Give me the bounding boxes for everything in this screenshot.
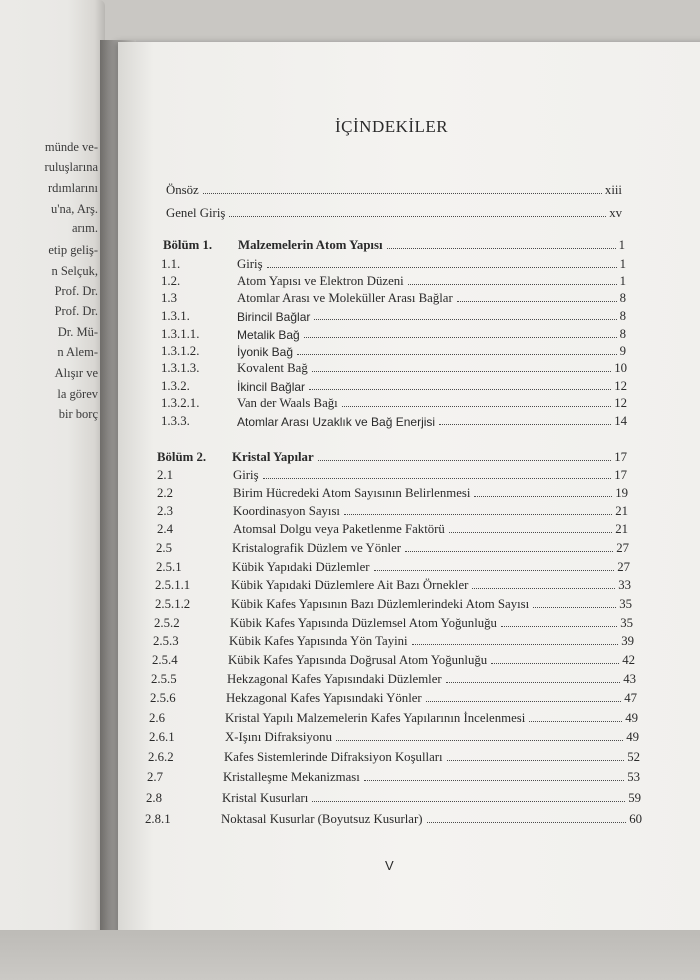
- toc-entry-title: Kristalleşme Mekanizması: [223, 770, 360, 784]
- dot-leader: [472, 587, 615, 589]
- toc-entry-page: 27: [616, 541, 629, 555]
- toc-entry-page: 59: [628, 791, 641, 805]
- toc-entry-number: Bölüm 2.: [157, 450, 207, 464]
- left-page-text-fragment: u'na, Arş.: [50, 202, 98, 216]
- toc-entry-title: Birim Hücredeki Atom Sayısının Belirlenmesi: [233, 486, 471, 500]
- toc-entry-title: İkincil Bağlar: [237, 380, 306, 394]
- dot-leader: [263, 477, 612, 479]
- toc-entry-number: 2.5.2: [154, 616, 180, 630]
- toc-entry-number: 2.5.4: [152, 653, 178, 667]
- left-page-text-fragment: la görev: [57, 387, 98, 401]
- dot-leader: [229, 215, 606, 217]
- toc-entry-page: 21: [615, 522, 628, 536]
- toc-entry: [161, 412, 627, 429]
- toc-entry-title: Kristal Kusurları: [222, 791, 309, 805]
- toc-entry-page: 17: [614, 450, 627, 464]
- toc-entry-number: Bölüm 1.: [163, 238, 213, 252]
- toc-entry-page: 17: [614, 468, 627, 482]
- toc-entry-page: 19: [615, 486, 628, 500]
- dot-leader: [318, 459, 612, 461]
- dot-leader: [491, 662, 619, 664]
- dot-leader: [297, 353, 617, 355]
- toc-entry: [157, 466, 627, 483]
- toc-entry-number: 1.3.2.1.: [161, 396, 200, 410]
- dot-leader: [447, 759, 625, 761]
- toc-entry-number: 2.7: [147, 770, 163, 784]
- toc-entry-page: xv: [609, 206, 622, 220]
- toc-entry-title: Giriş: [233, 468, 259, 482]
- toc-entry-title: Koordinasyon Sayısı: [233, 504, 340, 518]
- toc-entry-page: 8: [619, 291, 626, 305]
- toc-entry-title: Önsöz: [166, 183, 199, 197]
- toc-entry: [149, 709, 638, 726]
- toc-entry: [161, 359, 627, 376]
- toc-entry-page: 12: [614, 396, 627, 410]
- toc-entry-title: Metalik Bağ: [237, 328, 300, 342]
- left-page-text-fragment: arım.: [71, 221, 98, 235]
- toc-entry: [156, 539, 629, 556]
- toc-entry-number: 1.3: [161, 291, 177, 305]
- toc-entry-title: Kristalografik Düzlem ve Yönler: [232, 541, 402, 555]
- toc-entry-page: 27: [617, 560, 630, 574]
- left-page-text-fragment: rdımlarını: [48, 181, 98, 195]
- toc-entry-title: Kübik Kafes Yapısının Bazı Düzlemlerindeki Atom Sayısı: [231, 597, 530, 611]
- page-number: V: [385, 858, 394, 873]
- toc-entry-page: 60: [629, 812, 642, 826]
- toc-entry: [161, 325, 626, 342]
- toc-entry-number: 1.2.: [161, 274, 181, 288]
- toc-entry-title: Kübik Kafes Yapısında Doğrusal Atom Yoğunluğu: [228, 653, 488, 667]
- previous-page: [0, 0, 105, 980]
- toc-entry-title: Kübik Yapıdaki Düzlemlere Ait Bazı Örnekler: [231, 578, 469, 592]
- dot-leader: [449, 531, 612, 533]
- toc-entry-page: 49: [626, 730, 639, 744]
- toc-entry: [157, 502, 628, 519]
- toc-entry-title: X-Işını Difraksiyonu: [225, 730, 332, 744]
- dot-leader: [439, 423, 611, 425]
- toc-entry-page: 12: [614, 379, 627, 393]
- toc-entry-title: Hekzagonal Kafes Yapısındaki Yönler: [226, 691, 422, 705]
- toc-entry-number: 2.8: [146, 791, 162, 805]
- toc-entry-title: Hekzagonal Kafes Yapısındaki Düzlemler: [227, 672, 442, 686]
- dot-leader: [457, 300, 617, 302]
- toc-entry-page: 9: [619, 344, 626, 358]
- toc-entry: [156, 558, 630, 575]
- dot-leader: [412, 643, 619, 645]
- toc-entry-number: 2.5.1: [156, 560, 182, 574]
- toc-entry: [161, 342, 626, 359]
- dot-leader: [312, 370, 611, 372]
- table-surface: [0, 930, 700, 980]
- dot-leader: [427, 821, 627, 823]
- toc-entry-page: 49: [625, 711, 638, 725]
- toc-entry-page: 10: [614, 361, 627, 375]
- toc-entry: [149, 728, 639, 745]
- dot-leader: [314, 318, 616, 320]
- toc-entry: [157, 484, 628, 501]
- toc-entry: [153, 632, 634, 649]
- toc-entry-page: 8: [619, 309, 626, 323]
- toc-chapter-heading: [163, 236, 625, 253]
- toc-entry-page: 35: [620, 616, 633, 630]
- toc-entry-number: 2.5.1.1: [155, 578, 191, 592]
- toc-entry-page: 8: [619, 327, 626, 341]
- toc-front-entry: [166, 181, 622, 198]
- dot-leader: [342, 405, 611, 407]
- toc-entry: [161, 289, 626, 306]
- dot-leader: [312, 800, 625, 802]
- toc-entry-title: Kristal Yapılı Malzemelerin Kafes Yapılarının İncelenmesi: [225, 711, 526, 725]
- dot-leader: [374, 569, 615, 571]
- toc-entry: [150, 689, 637, 706]
- toc-entry-number: 1.3.1.3.: [161, 361, 200, 375]
- toc-entry-page: 53: [627, 770, 640, 784]
- toc-entry-title: Genel Giriş: [166, 206, 226, 220]
- dot-leader: [387, 247, 616, 249]
- toc-entry-title: Birincil Bağlar: [237, 310, 311, 324]
- toc-entry-number: 2.5.6: [150, 691, 176, 705]
- left-page-text-fragment: bir borç: [58, 407, 98, 421]
- toc-front-entry: [166, 204, 622, 221]
- toc-entry-title: Atom Yapısı ve Elektron Düzeni: [237, 274, 404, 288]
- toc-entry: [148, 748, 640, 765]
- toc-entry-page: 35: [619, 597, 632, 611]
- toc-entry-number: 1.3.2.: [161, 379, 190, 393]
- toc-entry-number: 2.6.2: [148, 750, 174, 764]
- toc-entry-page: 1: [618, 238, 625, 252]
- dot-leader: [501, 625, 617, 627]
- toc-entry: [161, 272, 626, 289]
- toc-entry-number: 2.3: [157, 504, 173, 518]
- dot-leader: [529, 720, 622, 722]
- toc-entry-title: Kafes Sistemlerinde Difraksiyon Koşulları: [224, 750, 443, 764]
- toc-entry-number: 2.8.1: [145, 812, 171, 826]
- toc-entry-title: Kübik Yapıdaki Düzlemler: [232, 560, 370, 574]
- toc-entry: [146, 789, 641, 806]
- toc-heading: İÇİNDEKİLER: [335, 117, 449, 136]
- toc-entry: [151, 670, 636, 687]
- toc-entry-number: 2.2: [157, 486, 173, 500]
- toc-entry-number: 2.5.3: [153, 634, 179, 648]
- toc-entry-title: Kübik Kafes Yapısında Yön Tayini: [229, 634, 408, 648]
- toc-entry-page: xiii: [604, 183, 622, 197]
- dot-leader: [408, 283, 617, 285]
- toc-entry-title: Noktasal Kusurlar (Boyutsuz Kusurlar): [221, 812, 423, 826]
- toc-entry-page: 52: [627, 750, 640, 764]
- dot-leader: [364, 779, 624, 781]
- toc-entry-title: Van der Waals Bağı: [237, 396, 338, 410]
- dot-leader: [304, 336, 617, 338]
- dot-leader: [344, 513, 612, 515]
- toc-entry: [161, 307, 626, 324]
- toc-entry-number: 1.1.: [161, 257, 181, 271]
- toc-entry-number: 1.3.1.: [161, 309, 190, 323]
- toc-entry-title: Atomsal Dolgu veya Paketlenme Faktörü: [233, 522, 445, 536]
- left-page-text-fragment: n Alem-: [57, 345, 98, 359]
- toc-entry-title: Giriş: [237, 257, 263, 271]
- toc-entry: [154, 614, 633, 631]
- toc-entry-title: Malzemelerin Atom Yapısı: [238, 238, 383, 252]
- toc-entry: [147, 768, 640, 785]
- left-page-text-fragment: Prof. Dr.: [54, 304, 98, 318]
- toc-entry: [152, 651, 635, 668]
- toc-entry-number: 1.3.1.1.: [161, 327, 200, 341]
- dot-leader: [474, 495, 612, 497]
- toc-entry-page: 42: [622, 653, 635, 667]
- toc-entry-page: 33: [618, 578, 631, 592]
- toc-entry-page: 1: [619, 257, 626, 271]
- toc-entry-number: 2.6: [149, 711, 165, 725]
- toc-entry-number: 2.5: [156, 541, 172, 555]
- left-page-text-fragment: Alışır ve: [54, 366, 98, 380]
- toc-entry-page: 14: [614, 414, 627, 428]
- toc-entry: [155, 576, 631, 593]
- toc-entry-title: Atomlar Arası Uzaklık ve Bağ Enerjisi: [237, 415, 436, 429]
- toc-entry-title: İyonik Bağ: [237, 345, 294, 359]
- toc-entry-title: Kübik Kafes Yapısında Düzlemsel Atom Yoğunluğu: [230, 616, 497, 630]
- toc-entry-page: 1: [619, 274, 626, 288]
- toc-entry: [161, 255, 626, 272]
- toc-entry: [161, 394, 627, 411]
- left-page-text-fragment: Prof. Dr.: [54, 284, 98, 298]
- toc-entry: [161, 377, 627, 394]
- toc-chapter-heading: [157, 448, 627, 465]
- toc-entry-number: 2.1: [157, 468, 173, 482]
- dot-leader: [446, 681, 621, 683]
- toc-entry-title: Kristal Yapılar: [232, 450, 314, 464]
- left-page-text-fragment: Dr. Mü-: [57, 325, 98, 339]
- toc-entry: [155, 595, 632, 612]
- dot-leader: [203, 192, 602, 194]
- toc-entry-title: Kovalent Bağ: [237, 361, 308, 375]
- toc-entry-title: Atomlar Arası ve Moleküller Arası Bağlar: [237, 291, 453, 305]
- left-page-text-fragment: münde ve-: [44, 140, 98, 154]
- left-page-text-fragment: etip geliş-: [48, 243, 98, 257]
- toc-entry-number: 2.6.1: [149, 730, 175, 744]
- toc-entry-page: 39: [621, 634, 634, 648]
- dot-leader: [533, 606, 616, 608]
- toc-entry-page: 47: [624, 691, 637, 705]
- toc-entry-number: 1.3.1.2.: [161, 344, 200, 358]
- dot-leader: [426, 700, 622, 702]
- toc-entry-number: 2.5.5: [151, 672, 177, 686]
- dot-leader: [336, 739, 623, 741]
- left-page-text-fragment: n Selçuk,: [51, 264, 98, 278]
- dot-leader: [309, 388, 611, 390]
- dot-leader: [405, 550, 613, 552]
- left-page-text-fragment: ruluşlarına: [44, 160, 98, 174]
- dot-leader: [267, 266, 617, 268]
- toc-entry-page: 21: [615, 504, 628, 518]
- toc-entry-page: 43: [623, 672, 636, 686]
- toc-entry: [157, 520, 628, 537]
- toc-entry: [145, 810, 642, 827]
- toc-entry-number: 2.5.1.2: [155, 597, 191, 611]
- toc-entry-number: 1.3.3.: [161, 414, 190, 428]
- toc-entry-number: 2.4: [157, 522, 173, 536]
